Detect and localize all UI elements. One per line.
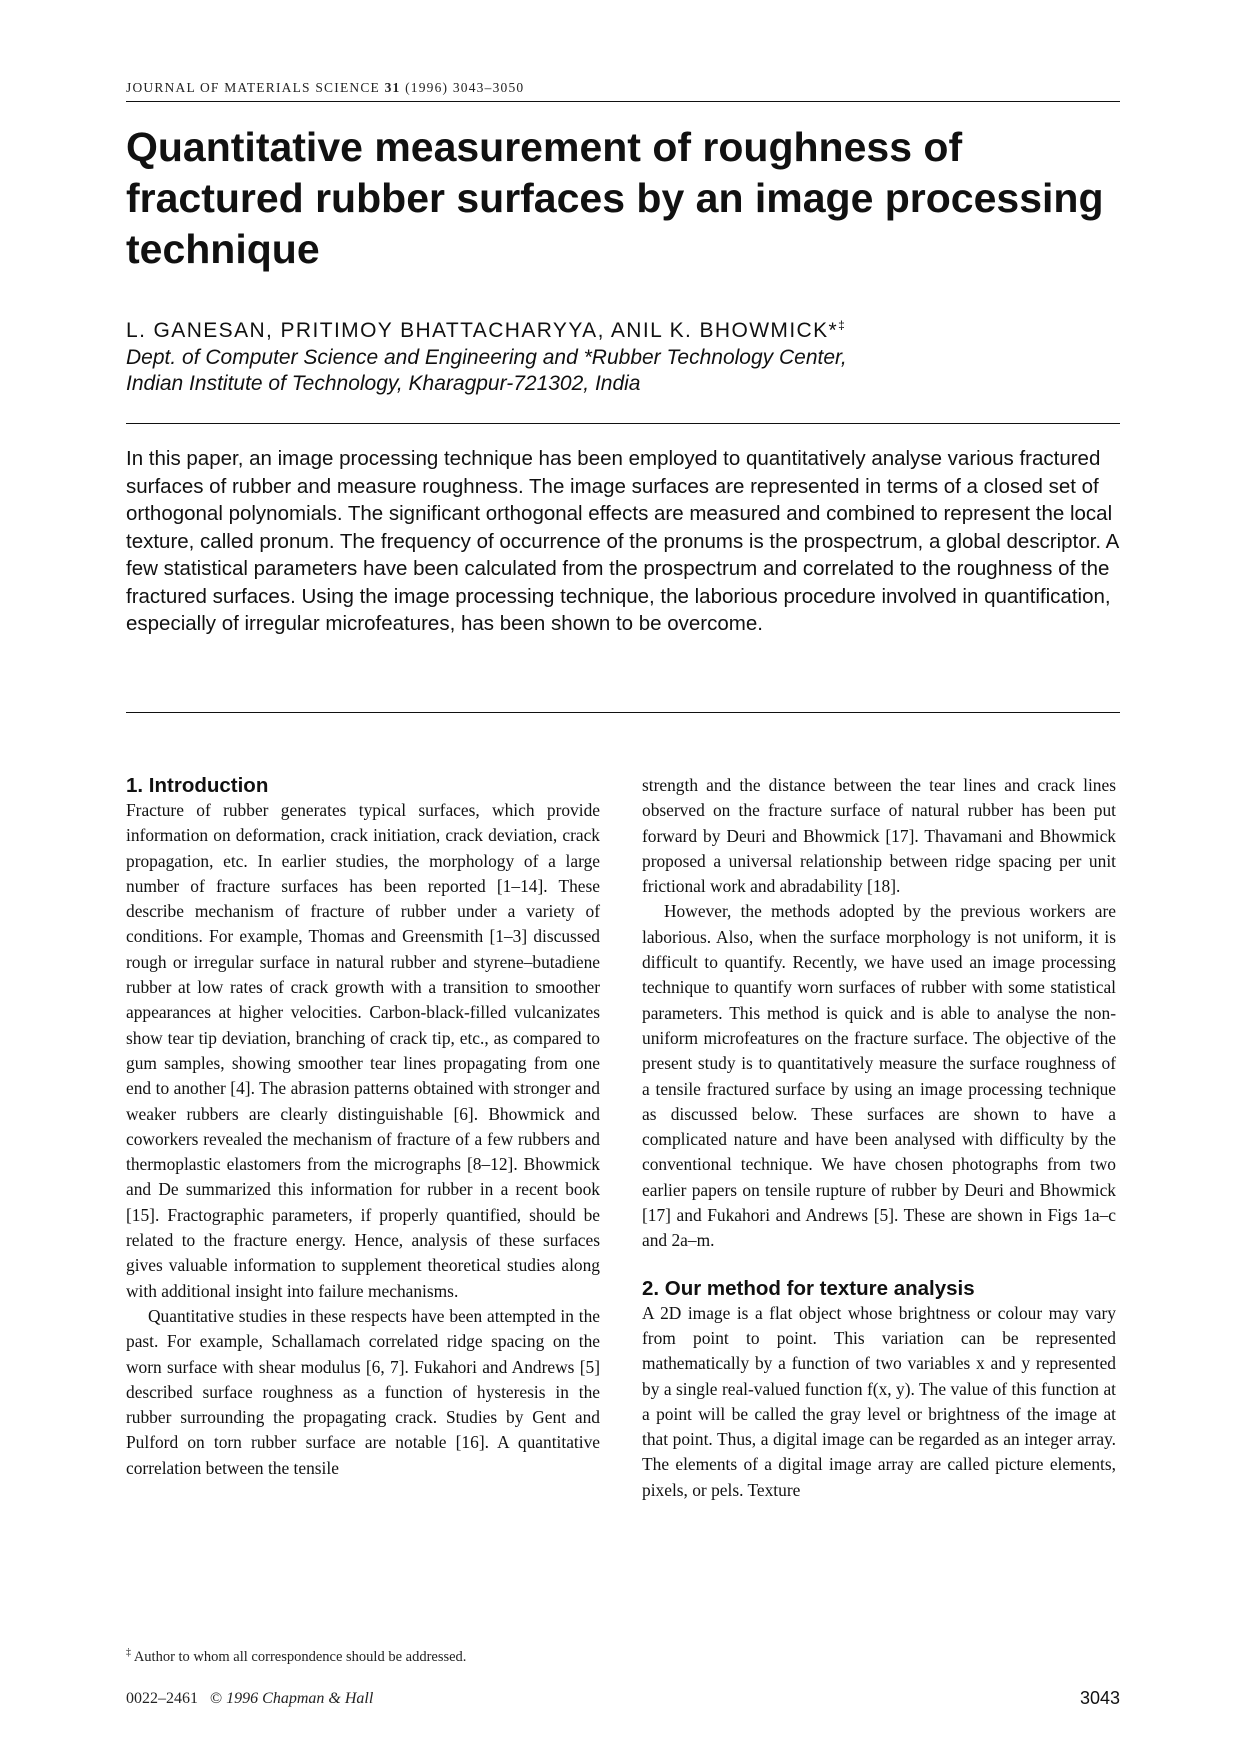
corresponding-author-mark: ‡ bbox=[838, 318, 845, 332]
affiliation-line-2: Indian Institute of Technology, Kharagpur-721302, India bbox=[126, 372, 641, 395]
abstract-bottom-rule bbox=[126, 712, 1120, 713]
copyright-symbol: © bbox=[210, 1690, 223, 1707]
footnote-text: Author to whom all correspondence should be addressed. bbox=[131, 1648, 467, 1665]
author-names: L. GANESAN, PRITIMOY BHATTACHARYYA, ANIL K. BHOWMICK* bbox=[126, 319, 839, 342]
journal-year-pages: (1996) 3043–3050 bbox=[405, 80, 525, 95]
intro-paragraph-2: Quantitative studies in these respects have been attempted in the past. For example, Schallamach correlated ridge spacing on the worn surface with shear modulus [6, 7]. Fukahori and Andrews [5] described surface roughness as a function of hysteresis in the rubber surrounding the propagating crack. Studies by Gent and Pulford on torn rubber surface are notable [16]. A quantitative correlation between the tensile bbox=[126, 1305, 600, 1478]
intro-paragraph-2-continued: strength and the distance between the tear lines and crack lines observed on the fracture surface of natural rubber has been put forward by Deuri and Bhowmick [17]. Thavamani and Bhowmick proposed a universal relationship between ridge spacing per unit frictional work and abradability [18]. bbox=[642, 775, 1116, 897]
affiliation-line-1: Dept. of Computer Science and Engineering and *Rubber Technology Center, bbox=[126, 346, 847, 369]
abstract: In this paper, an image processing technique has been employed to quantitatively analyse various fractured surfaces of rubber and measure roughness. The image surfaces are represented in terms of a closed set of orthogonal polynomials. The significant orthogonal effects are measured and combined to represent the local texture, called pronum. The frequency of occurrence of the pronums is the prospectrum, a global descriptor. A few statistical parameters have been calculated from the prospectrum and correlated to the roughness of the fractured surfaces. Using the image processing technique, the laborious procedure involved in quantification, especially of irregular microfeatures, has been shown to be overcome. bbox=[126, 447, 1119, 635]
journal-name: JOURNAL OF MATERIALS SCIENCE bbox=[126, 80, 380, 95]
method-paragraph-1: A 2D image is a flat object whose brightness or colour may vary from point to point. This variation can be represented mathematically by a function of two variables x and y represented by a single real-valued function f(x, y). The value of this function at a point will be called the gray level or brightness of the image at that point. Thus, a digital image can be regarded as an integer array. The elements of a digital image array are called picture elements, pixels, or pels. Texture bbox=[642, 1302, 1116, 1500]
running-header bbox=[126, 80, 1120, 102]
paper-title: Quantitative measurement of roughness of fractured rubber surfaces by an image processing technique bbox=[126, 124, 1104, 272]
page-number: 3043 bbox=[1079, 1688, 1120, 1708]
footer-issn bbox=[126, 1690, 373, 1708]
footnote-mark: ‡ bbox=[126, 1647, 131, 1658]
intro-paragraph-1: Fracture of rubber generates typical surfaces, which provide information on deformation, crack initiation, crack deviation, crack propagation, etc. In earlier studies, the morphology of a large number of fracture surfaces has been reported [1–14]. These describe mechanism of fracture of rubber under a variety of conditions. For example, Thomas and Greensmith [1–3] discussed rough or irregular surface in natural rubber and styrene–butadiene rubber at low rates of crack growth with a transition to smoother appearances at higher velocities. Carbon-black-filled vulcanizates show tear tip deviation, branching of crack tip, etc., as compared to gum samples, showing smoother tear lines propagating from one end to another [4]. The abrasion patterns obtained with stronger and weaker rubbers are clearly distinguishable [6]. Bhowmick and coworkers revealed the mechanism of fracture of a few rubbers and thermoplastic elastomers from the micrographs [8–12]. Bhowmick and De summarized this information for rubber in a recent book [15]. Fractographic parameters, if properly quantified, should be related to the fracture energy. Hence, analysis of these surfaces gives valuable information to supplement theoretical studies along with additional insight into failure mechanisms. bbox=[126, 800, 600, 1301]
right-column bbox=[642, 773, 1116, 1503]
abstract-top-rule bbox=[126, 423, 1120, 424]
issn-code: 0022–2461 bbox=[126, 1690, 198, 1707]
journal-volume: 31 bbox=[384, 80, 401, 95]
author-list bbox=[126, 318, 1120, 343]
intro-heading: 1. Introduction bbox=[126, 774, 269, 797]
intro-paragraph-3: However, the methods adopted by the previous workers are laborious. Also, when the surface morphology is not uniform, it is difficult to quantify. Recently, we have used an image processing technique to quantify worn surfaces of rubber with some statistical parameters. This method is quick and is able to analyse the non-uniform microfeatures on the fracture surface. The objective of the present study is to quantitatively measure the surface roughness of a tensile fractured surface by using an image processing technique as discussed below. These surfaces are shown to have a complicated nature and have been analysed with difficulty by the conventional technique. We have chosen photographs from two earlier papers on tensile rupture of rubber by Deuri and Bhowmick [17] and Fukahori and Andrews [5]. These are shown in Figs 1a–c and 2a–m. bbox=[642, 901, 1116, 1251]
left-column bbox=[126, 773, 600, 1481]
footnote bbox=[126, 1647, 600, 1666]
method-heading: 2. Our method for texture analysis bbox=[642, 1276, 975, 1300]
publisher: 1996 Chapman & Hall bbox=[226, 1690, 374, 1707]
